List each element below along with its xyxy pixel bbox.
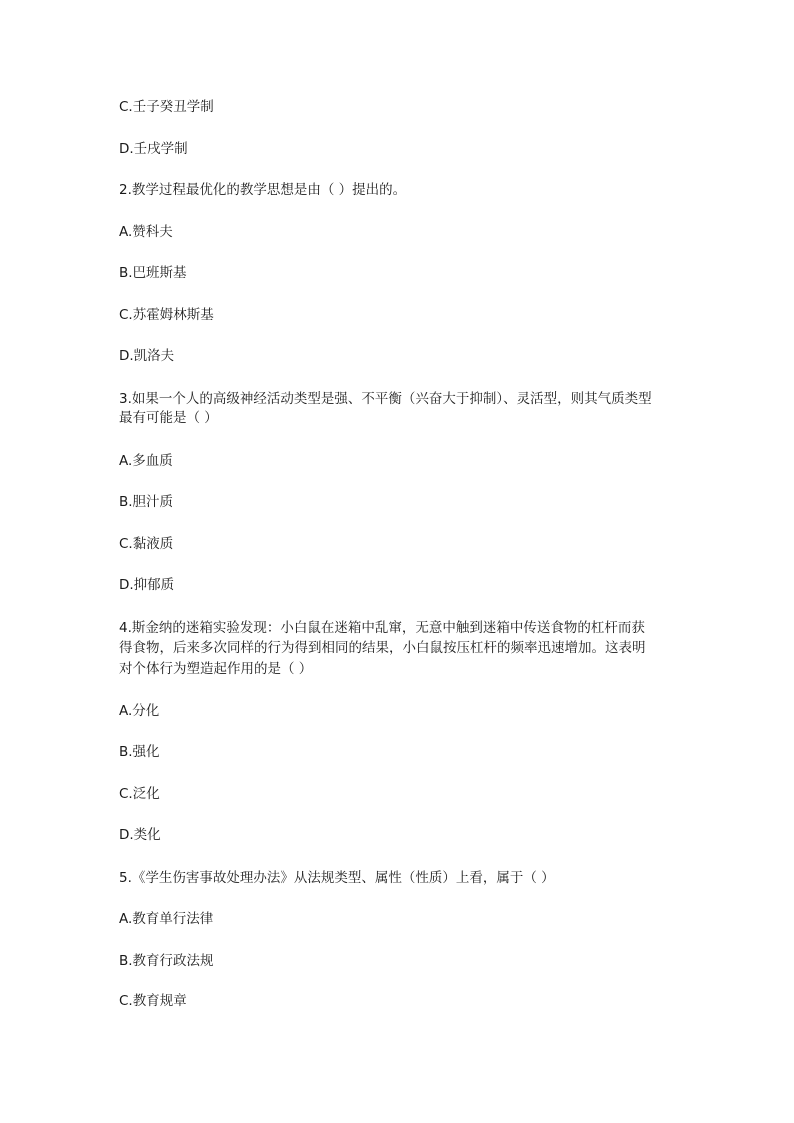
option-c-q1: C.壬子癸丑学制 [119, 99, 214, 115]
question-3-line-1: 3.如果一个人的高级神经活动类型是强、不平衡（兴奋大于抑制）、灵活型，则其气质类型 [119, 391, 652, 407]
option-c-q3: C.黏液质 [119, 536, 174, 552]
question-4-line-2: 得食物，后来多次同样的行为得到相同的结果，小白鼠按压杠杆的频率迅速增加。这表明 [119, 640, 646, 656]
option-a-q4: A.分化 [119, 703, 160, 719]
option-d-q2: D.凯洛夫 [119, 348, 175, 364]
option-a-q3: A.多血质 [119, 453, 173, 469]
option-d-q4: D.类化 [119, 827, 161, 843]
option-b-q3: B.胆汁质 [119, 494, 174, 510]
option-b-q5: B.教育行政法规 [119, 953, 214, 969]
option-c-q4: C.泛化 [119, 786, 160, 802]
option-d-q3: D.抑郁质 [119, 577, 175, 593]
question-3-line-2: 最有可能是（ ） [119, 410, 218, 426]
option-a-q5: A.教育单行法律 [119, 911, 214, 927]
question-4-line-3: 对个体行为塑造起作用的是（ ） [119, 661, 313, 677]
question-4-line-1: 4.斯金纳的迷箱实验发现：小白鼠在迷箱中乱窜，无意中触到迷箱中传送食物的杠杆而获 [119, 620, 645, 636]
option-b-q2: B.巴班斯基 [119, 265, 187, 281]
question-2: 2.教学过程最优化的教学思想是由（ ）提出的。 [119, 182, 407, 198]
option-d-q1: D.壬戌学制 [119, 141, 188, 157]
option-c-q2: C.苏霍姆林斯基 [119, 307, 214, 323]
option-b-q4: B.强化 [119, 744, 160, 760]
option-c-q5: C.教育规章 [119, 993, 187, 1009]
question-5: 5.《学生伤害事故处理办法》从法规类型、属性（性质）上看，属于（ ） [119, 870, 555, 886]
option-a-q2: A.赞科夫 [119, 224, 173, 240]
